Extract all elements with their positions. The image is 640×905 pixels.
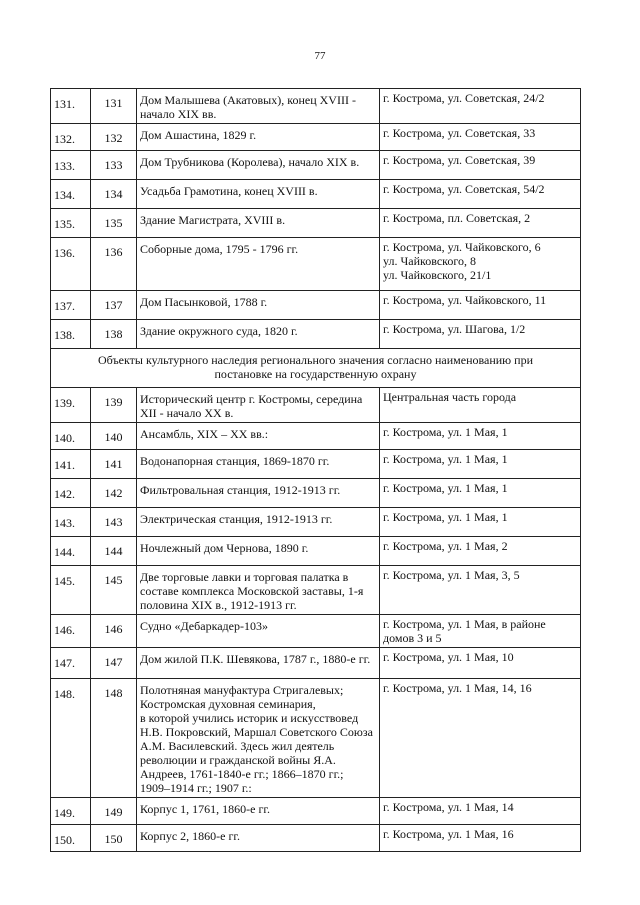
table-row	[51, 124, 581, 151]
row-number-2: 141	[91, 450, 137, 479]
row-number-2: 133	[91, 151, 137, 180]
row-number: 149.	[51, 798, 91, 825]
heritage-table	[50, 88, 581, 852]
row-number: 137.	[51, 291, 91, 320]
table-row	[51, 479, 581, 508]
object-address: г. Кострома, ул. Советская, 54/2	[380, 180, 581, 209]
object-address: г. Кострома, ул. Чайковского, 11	[380, 291, 581, 320]
row-number: 147.	[51, 648, 91, 679]
table-row	[51, 566, 581, 615]
table-row	[51, 238, 581, 291]
object-name: Дом жилой П.К. Шевякова, 1787 г., 1880-е гг.	[137, 648, 380, 679]
row-number: 134.	[51, 180, 91, 209]
object-name: Дом Ашастина, 1829 г.	[137, 124, 380, 151]
object-address: г. Кострома, ул. 1 Мая, 1	[380, 423, 581, 450]
section-heading: Объекты культурного наследия регионального значения согласно наименованию при постановке на государственную охрану	[51, 349, 581, 388]
object-name: Дом Малышева (Акатовых), конец XVIII - начало XIX вв.	[137, 89, 380, 124]
row-number-2: 137	[91, 291, 137, 320]
table-row	[51, 320, 581, 349]
table-row	[51, 537, 581, 566]
object-name: Соборные дома, 1795 - 1796 гг.	[137, 238, 380, 291]
object-name: Здание окружного суда, 1820 г.	[137, 320, 380, 349]
object-address: г. Кострома, ул. 1 Мая, 2	[380, 537, 581, 566]
section-heading-body	[51, 349, 581, 388]
table-row	[51, 89, 581, 124]
row-number: 139.	[51, 388, 91, 423]
row-number-2: 132	[91, 124, 137, 151]
section-heading-row	[51, 349, 581, 388]
row-number: 133.	[51, 151, 91, 180]
table-row	[51, 180, 581, 209]
object-name: Дом Трубникова (Королева), начало XIX в.	[137, 151, 380, 180]
row-number: 150.	[51, 825, 91, 852]
object-address: г. Кострома, ул. 1 Мая, 14, 16	[380, 679, 581, 798]
row-number-2: 136	[91, 238, 137, 291]
row-number: 136.	[51, 238, 91, 291]
row-number: 142.	[51, 479, 91, 508]
table-row	[51, 450, 581, 479]
row-number: 148.	[51, 679, 91, 798]
object-address: г. Кострома, пл. Советская, 2	[380, 209, 581, 238]
object-address: г. Кострома, ул. 1 Мая, 1	[380, 479, 581, 508]
table-row	[51, 615, 581, 648]
row-number-2: 143	[91, 508, 137, 537]
object-address: г. Кострома, ул. 1 Мая, 16	[380, 825, 581, 852]
row-number-2: 139	[91, 388, 137, 423]
object-name: Две торговые лавки и торговая палатка в составе комплекса Московской заставы, 1-я половина XIX в., 1912-1913 гг.	[137, 566, 380, 615]
object-address: г. Кострома, ул. 1 Мая, 1	[380, 508, 581, 537]
object-address: Центральная часть города	[380, 388, 581, 423]
table-row	[51, 679, 581, 798]
row-number-2: 148	[91, 679, 137, 798]
table-row	[51, 209, 581, 238]
object-address: г. Кострома, ул. 1 Мая, 10	[380, 648, 581, 679]
row-number: 140.	[51, 423, 91, 450]
object-name: Полотняная мануфактура Стригалевых; Костромская духовная семинария, в которой учились историк и искусствовед Н.В. Покровский, Маршал Советского Союза А.М. Василевский. Здесь жил деятель революции и гражданской войны Я.А. Андреев, 1761-1840-е гг.; 1866–1870 гг.; 1909–1914 гг.; 1907 г.:	[137, 679, 380, 798]
row-number: 135.	[51, 209, 91, 238]
row-number: 146.	[51, 615, 91, 648]
page-number: 77	[314, 50, 326, 62]
object-address: г. Кострома, ул. Шагова, 1/2	[380, 320, 581, 349]
row-number-2: 147	[91, 648, 137, 679]
row-number: 131.	[51, 89, 91, 124]
object-address: г. Кострома, ул. Советская, 24/2	[380, 89, 581, 124]
object-address: г. Кострома, ул. 1 Мая, 1	[380, 450, 581, 479]
row-number-2: 150	[91, 825, 137, 852]
table-row	[51, 151, 581, 180]
table-body-top	[51, 89, 581, 349]
table-row	[51, 508, 581, 537]
row-number-2: 146	[91, 615, 137, 648]
object-name: Исторический центр г. Костромы, середина XII - начало XX в.	[137, 388, 380, 423]
object-name: Дом Пасынковой, 1788 г.	[137, 291, 380, 320]
object-address: г. Кострома, ул. 1 Мая, 14	[380, 798, 581, 825]
row-number-2: 149	[91, 798, 137, 825]
row-number-2: 140	[91, 423, 137, 450]
row-number-2: 138	[91, 320, 137, 349]
object-name: Корпус 2, 1860-е гг.	[137, 825, 380, 852]
object-name: Ансамбль, XIX – XX вв.:	[137, 423, 380, 450]
row-number-2: 134	[91, 180, 137, 209]
object-name: Водонапорная станция, 1869-1870 гг.	[137, 450, 380, 479]
object-name: Электрическая станция, 1912-1913 гг.	[137, 508, 380, 537]
object-address: г. Кострома, ул. Советская, 39	[380, 151, 581, 180]
object-name: Ночлежный дом Чернова, 1890 г.	[137, 537, 380, 566]
table-row	[51, 423, 581, 450]
table-row	[51, 798, 581, 825]
object-address: г. Кострома, ул. 1 Мая, 3, 5	[380, 566, 581, 615]
object-address: г. Кострома, ул. Чайковского, 6 ул. Чайковского, 8 ул. Чайковского, 21/1	[380, 238, 581, 291]
row-number-2: 145	[91, 566, 137, 615]
row-number: 145.	[51, 566, 91, 615]
table-row	[51, 388, 581, 423]
row-number-2: 135	[91, 209, 137, 238]
object-name: Судно «Дебаркадер-103»	[137, 615, 380, 648]
object-name: Корпус 1, 1761, 1860-е гг.	[137, 798, 380, 825]
table-row	[51, 648, 581, 679]
object-name: Здание Магистрата, XVIII в.	[137, 209, 380, 238]
row-number: 138.	[51, 320, 91, 349]
row-number-2: 131	[91, 89, 137, 124]
object-address: г. Кострома, ул. 1 Мая, в районе домов 3 и 5	[380, 615, 581, 648]
table-row	[51, 291, 581, 320]
row-number: 144.	[51, 537, 91, 566]
table-body-bottom	[51, 388, 581, 852]
row-number: 132.	[51, 124, 91, 151]
row-number: 141.	[51, 450, 91, 479]
row-number: 143.	[51, 508, 91, 537]
object-name: Фильтровальная станция, 1912-1913 гг.	[137, 479, 380, 508]
row-number-2: 142	[91, 479, 137, 508]
table-row	[51, 825, 581, 852]
object-address: г. Кострома, ул. Советская, 33	[380, 124, 581, 151]
object-name: Усадьба Грамотина, конец XVIII в.	[137, 180, 380, 209]
row-number-2: 144	[91, 537, 137, 566]
